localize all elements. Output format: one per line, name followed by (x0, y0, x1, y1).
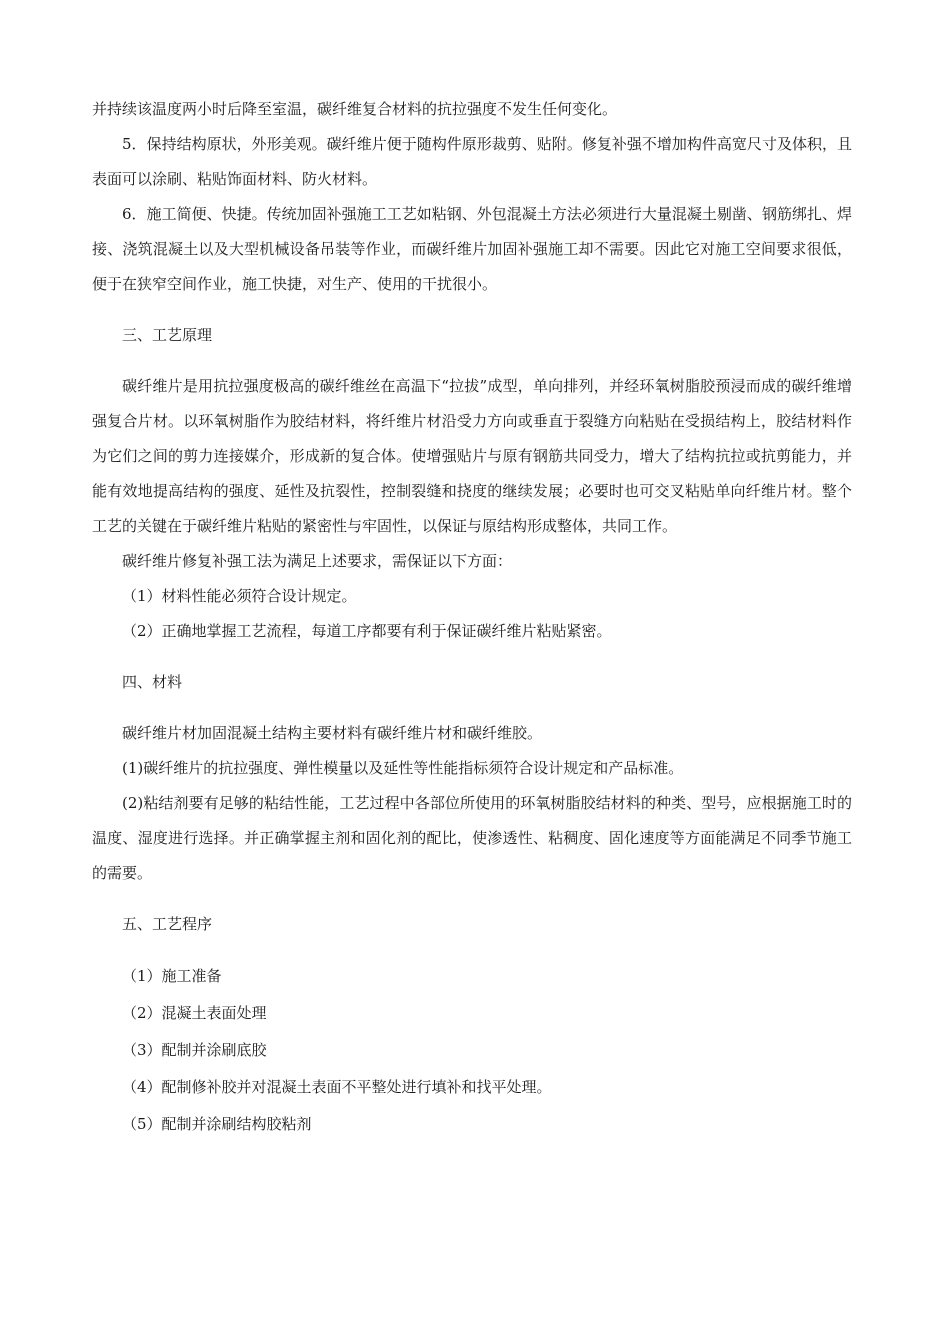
document-body (92, 92, 852, 1143)
paragraph-continuation: 并持续该温度两小时后降至室温，碳纤维复合材料的抗拉强度不发生任何变化。 (92, 100, 618, 118)
procedure-list (92, 958, 852, 1143)
paragraph-point-5: 5．保持结构原状，外形美观。碳纤维片便于随构件原形裁剪、贴附。修复补强不增加构件高宽尺寸及体积，且表面可以涂刷、粘贴饰面材料、防火材料。 (92, 135, 852, 188)
procedure-step-2: （2）混凝土表面处理 (122, 1004, 267, 1022)
procedure-step-5: （5）配制并涂刷结构胶粘剂 (122, 1115, 312, 1133)
procedure-step-3: （3）配制并涂刷底胶 (122, 1041, 267, 1059)
section3-body: 碳纤维片是用抗拉强度极高的碳纤维丝在高温下“拉拔”成型，单向排列，并经环氧树脂胶预浸而成的碳纤维增强复合片材。以环氧树脂作为胶结材料，将纤维片材沿受力方向或垂直于裂缝方向粘贴在受损结构上，胶结材料作为它们之间的剪力连接媒介，形成新的复合体。使增强贴片与原有钢筋共同受力，增大了结构抗拉或抗剪能力，并能有效地提高结构的强度、延性及抗裂性，控制裂缝和挠度的继续发展；必要时也可交叉粘贴单向纤维片材。整个工艺的关键在于碳纤维片粘贴的紧密性与牢固性，以保证与原结构形成整体，共同工作。 (92, 377, 852, 535)
section3-intro: 碳纤维片修复补强工法为满足上述要求，需保证以下方面： (122, 552, 513, 570)
section-heading-materials: 四、材料 (122, 673, 183, 691)
procedure-step-4: （4）配制修补胶并对混凝土表面不平整处进行填补和找平处理。 (122, 1078, 552, 1096)
paragraph-point-6: 6．施工简便、快捷。传统加固补强施工工艺如粘钢、外包混凝土方法必须进行大量混凝土剔凿、钢筋绑扎、焊接、浇筑混凝土以及大型机械设备吊装等作业，而碳纤维片加固补强施工却不需要。因此它对施工空间要求很低，便于在狭窄空间作业，施工快捷，对生产、使用的干扰很小。 (92, 205, 852, 293)
section3-item-2: （2）正确地掌握工艺流程，每道工序都要有利于保证碳纤维片粘贴紧密。 (122, 622, 612, 640)
section4-item-1: (1)碳纤维片的抗拉强度、弹性模量以及延性等性能指标须符合设计规定和产品标准。 (122, 759, 684, 777)
section-heading-process-procedure: 五、工艺程序 (122, 915, 213, 933)
section4-intro: 碳纤维片材加固混凝土结构主要材料有碳纤维片材和碳纤维胶。 (122, 724, 543, 742)
section-heading-process-principle: 三、工艺原理 (122, 326, 213, 344)
section4-item-2: (2)粘结剂要有足够的粘结性能，工艺过程中各部位所使用的环氧树脂胶结材料的种类、型号，应根据施工时的温度、湿度进行选择。并正确掌握主剂和固化剂的配比，使渗透性、粘稠度、固化速度等方面能满足不同季节施工的需要。 (92, 794, 852, 882)
section3-item-1: （1）材料性能必须符合设计规定。 (122, 587, 357, 605)
procedure-step-1: （1）施工准备 (122, 967, 222, 985)
